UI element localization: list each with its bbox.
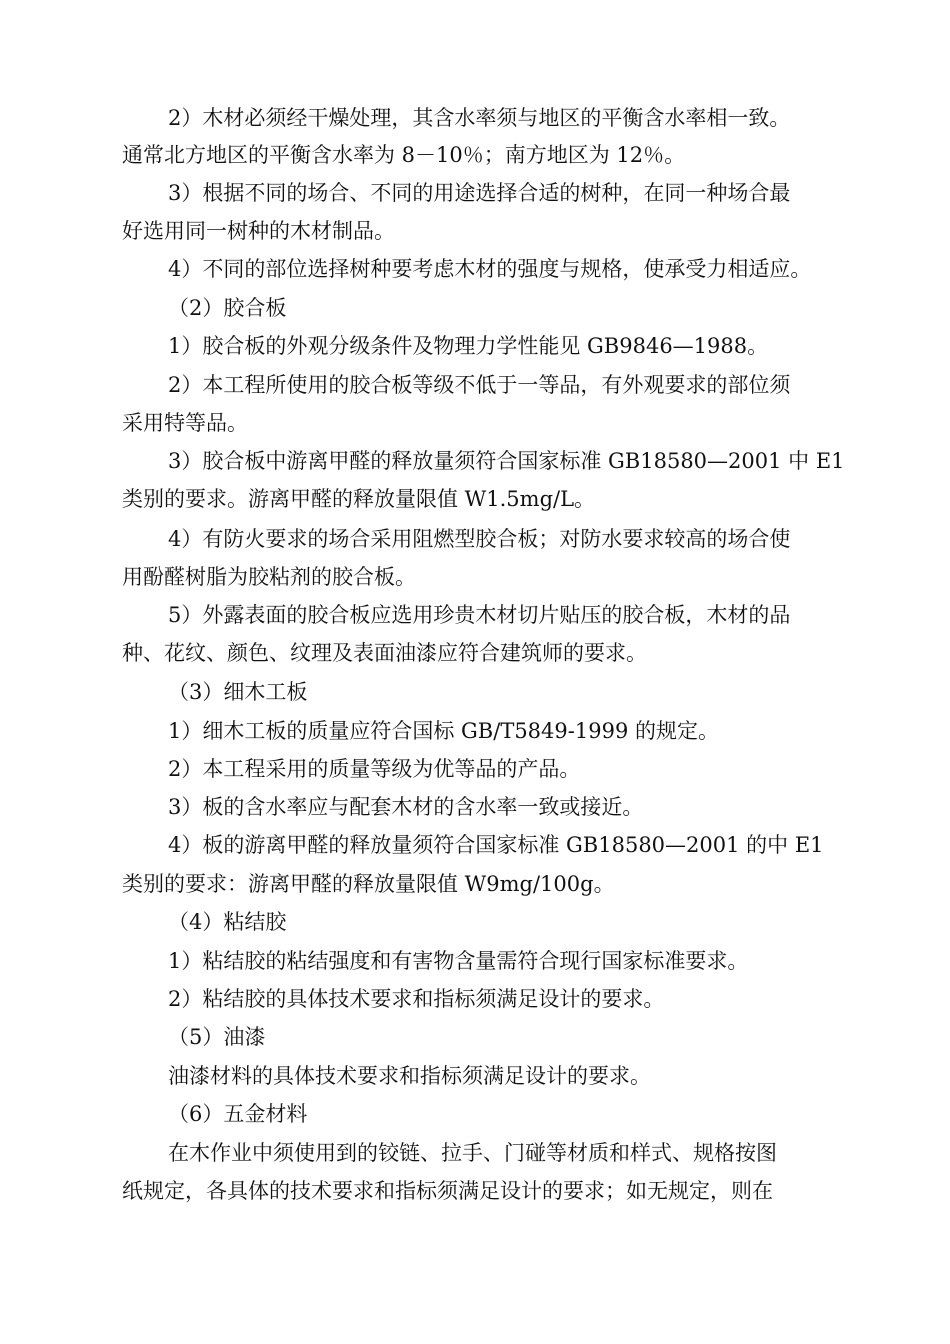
text-line: 类别的要求：游离甲醛的释放量限值 W9mg/100g。 bbox=[122, 872, 615, 896]
text-line: 2）粘结胶的具体技术要求和指标须满足设计的要求。 bbox=[168, 987, 665, 1011]
section-heading: （6）五金材料 bbox=[168, 1102, 308, 1126]
section-heading: （5）油漆 bbox=[168, 1025, 266, 1049]
text-line: 通常北方地区的平衡含水率为 8－10％；南方地区为 12％。 bbox=[122, 143, 686, 167]
text-line: 种、花纹、颜色、纹理及表面油漆应符合建筑师的要求。 bbox=[122, 641, 647, 665]
section-heading: （3）细木工板 bbox=[168, 680, 308, 704]
text-line: 4）不同的部位选择树种要考虑木材的强度与规格，使承受力相适应。 bbox=[168, 257, 812, 281]
text-line: 5）外露表面的胶合板应选用珍贵木材切片贴压的胶合板，木材的品 bbox=[168, 603, 791, 627]
text-line: 类别的要求。游离甲醛的释放量限值 W1.5mg/L。 bbox=[122, 487, 596, 511]
text-line: 1）胶合板的外观分级条件及物理力学性能见 GB9846—1988。 bbox=[168, 334, 769, 358]
text-line: 4）板的游离甲醛的释放量须符合国家标准 GB18580—2001 的中 E1 bbox=[168, 833, 824, 857]
text-line: 纸规定，各具体的技术要求和指标须满足设计的要求；如无规定，则在 bbox=[122, 1179, 773, 1203]
text-line: 在木作业中须使用到的铰链、拉手、门碰等材质和样式、规格按图 bbox=[168, 1141, 777, 1165]
text-line: 2）本工程采用的质量等级为优等品的产品。 bbox=[168, 757, 581, 781]
section-heading: （2）胶合板 bbox=[168, 296, 287, 320]
text-line: 3）板的含水率应与配套木材的含水率一致或接近。 bbox=[168, 795, 644, 819]
text-line: 1）粘结胶的粘结强度和有害物含量需符合现行国家标准要求。 bbox=[168, 949, 749, 973]
text-line: 3）胶合板中游离甲醛的释放量须符合国家标准 GB18580—2001 中 E1 bbox=[168, 449, 845, 473]
text-line: 4）有防火要求的场合采用阻燃型胶合板；对防水要求较高的场合使 bbox=[168, 527, 791, 551]
text-line: 油漆材料的具体技术要求和指标须满足设计的要求。 bbox=[168, 1064, 651, 1088]
text-line: 2）本工程所使用的胶合板等级不低于一等品，有外观要求的部位须 bbox=[168, 373, 791, 397]
text-line: 采用特等品。 bbox=[122, 411, 248, 435]
text-line: 2）木材必须经干燥处理，其含水率须与地区的平衡含水率相一致。 bbox=[168, 106, 791, 130]
text-line: 好选用同一树种的木材制品。 bbox=[122, 219, 395, 243]
section-heading: （4）粘结胶 bbox=[168, 910, 287, 934]
text-line: 3）根据不同的场合、不同的用途选择合适的树种，在同一种场合最 bbox=[168, 181, 791, 205]
text-line: 用酚醛树脂为胶粘剂的胶合板。 bbox=[122, 565, 416, 589]
text-line: 1）细木工板的质量应符合国标 GB/T5849-1999 的规定。 bbox=[168, 719, 719, 743]
